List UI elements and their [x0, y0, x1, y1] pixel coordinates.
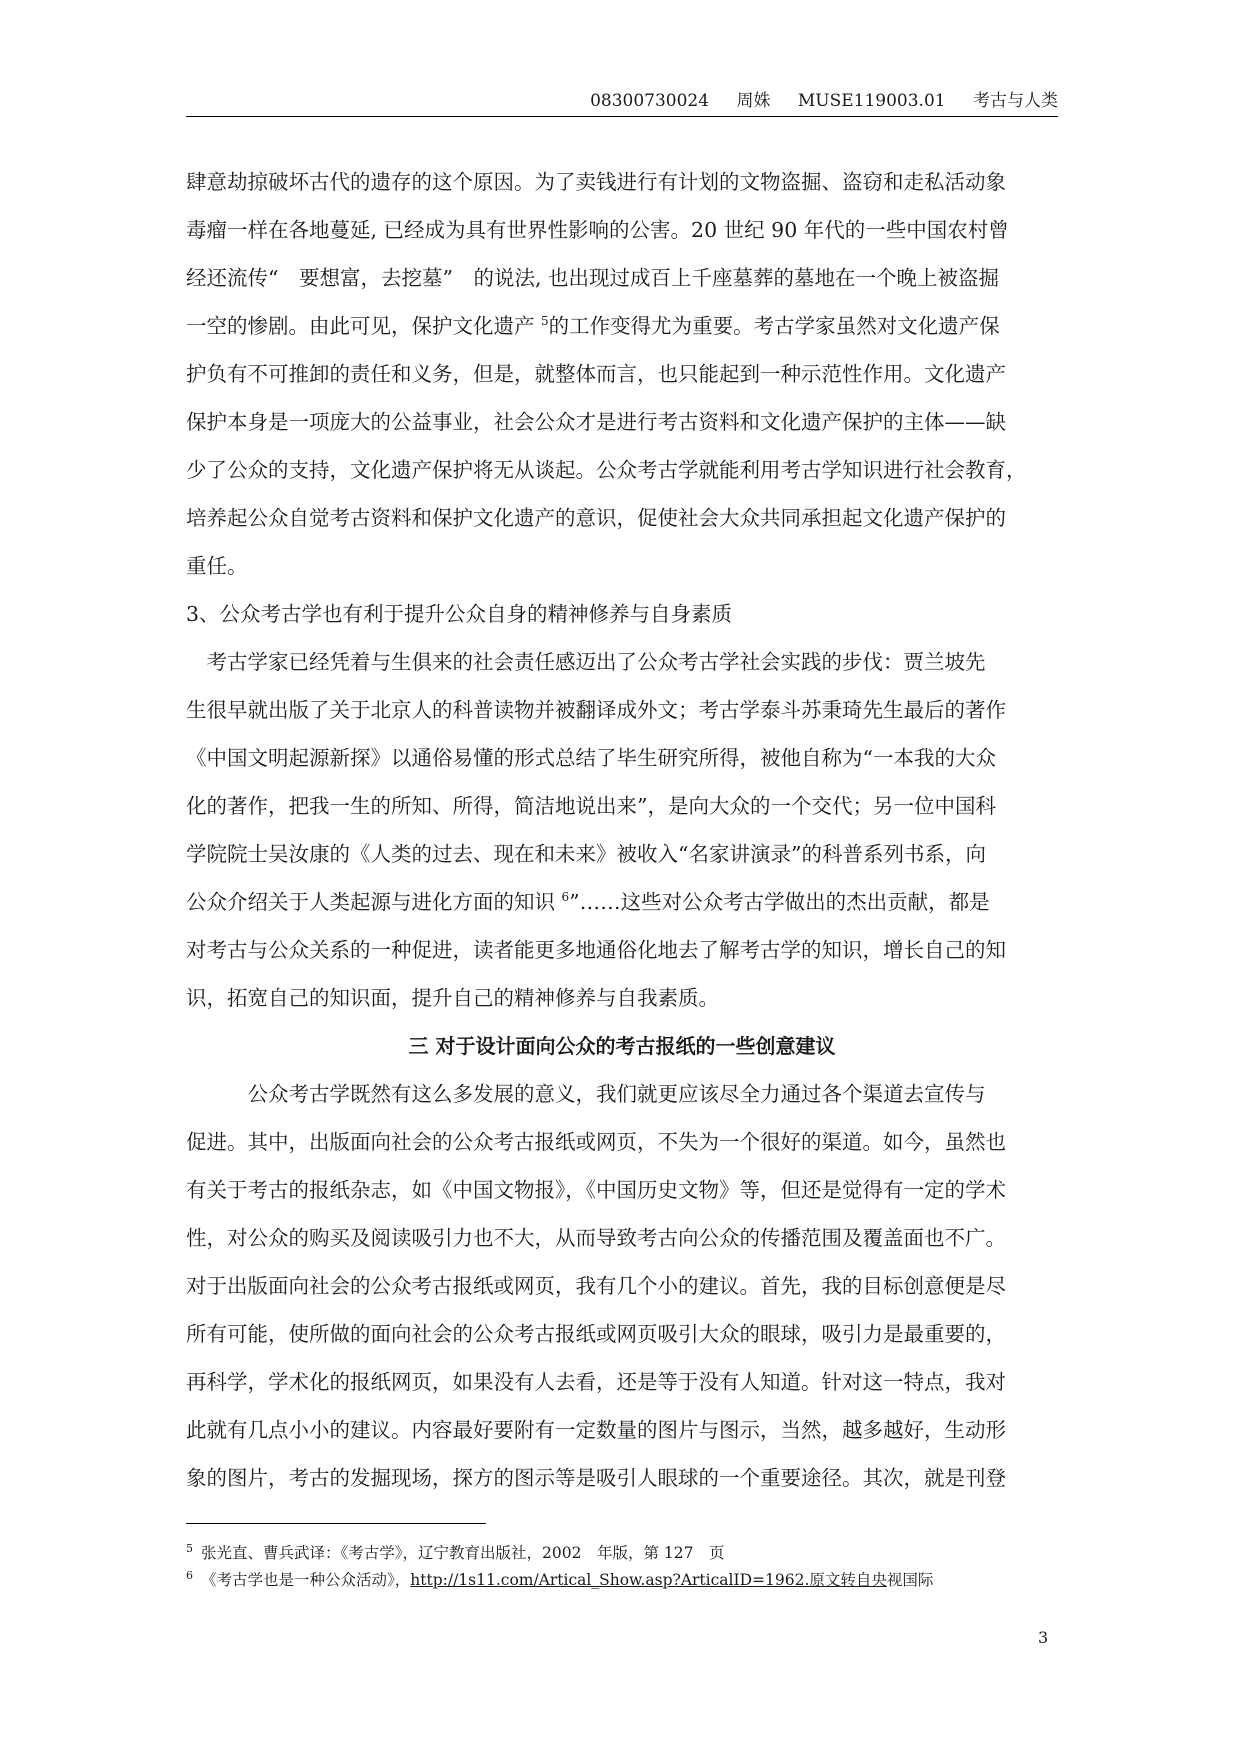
- footnote-text: 张光直、曹兵武译：《考古学》，辽宁教育出版社，2002 年版，第 127 页: [201, 1544, 725, 1562]
- text-line: 培养起公众自觉考古资料和保护文化遗产的意识，促使社会大众共同承担起文化遗产保护的: [186, 506, 1006, 530]
- footnote-ref-5[interactable]: 5: [541, 314, 549, 329]
- section-heading: 三 对于设计面向公众的考古报纸的一些创意建议: [408, 1034, 836, 1058]
- text-line: 识，拓宽自己的知识面，提升自己的精神修养与自我素质。: [186, 986, 719, 1010]
- header-name: 周姝: [736, 91, 771, 111]
- text-line: 所有可能，使所做的面向社会的公众考古报纸或网页吸引大众的眼球，吸引力是最重要的，: [186, 1322, 1006, 1346]
- text-line: 促进。其中，出版面向社会的公众考古报纸或网页，不失为一个很好的渠道。如今，虽然也: [186, 1130, 1006, 1154]
- footnote-link[interactable]: http://1s11.com/Artical_Show.asp?ArticalID=1962.原文转自央: [410, 1571, 887, 1589]
- text-line: 经还流传“ 要想富，去挖墓” 的说法, 也出现过成百上千座墓葬的墓地在一个晚上被盗掘: [186, 266, 999, 290]
- footnote-number: 5: [186, 1541, 193, 1555]
- text-line: [186, 878, 1058, 926]
- text-line: 性，对公众的购买及阅读吸引力也不大，从而导致考古向公众的传播范围及覆盖面也不广。: [186, 1226, 1006, 1250]
- text-line: 生很早就出版了关于北京人的科普读物并被翻译成外文；考古学泰斗苏秉琦先生最后的著作: [186, 698, 1006, 722]
- text-span: 的工作变得尤为重要。考古学家虽然对文化遗产保: [548, 314, 1000, 338]
- body-text: [186, 158, 1058, 1502]
- header-rule: [186, 116, 1058, 117]
- text-line: 对考古与公众关系的一种促进，读者能更多地通俗化地去了解考古学的知识，增长自己的知: [186, 938, 1006, 962]
- footnote-rule: [186, 1523, 486, 1524]
- footnote-number: 6: [186, 1568, 193, 1582]
- header-student-id: 08300730024: [590, 91, 710, 111]
- text-line: 有关于考古的报纸杂志，如《中国文物报》，《中国历史文物》等，但还是觉得有一定的学术: [186, 1178, 1006, 1202]
- text-line: 再科学，学术化的报纸网页，如果没有人去看，还是等于没有人知道。针对这一特点，我对: [186, 1370, 1006, 1394]
- text-line: 重任。: [186, 554, 248, 578]
- text-line: [186, 302, 1058, 350]
- text-line: 公众考古学既然有这么多发展的意义，我们就更应该尽全力通过各个渠道去宣传与: [186, 1082, 986, 1106]
- text-line: 化的著作，把我一生的所知、所得，简洁地说出来”，是向大众的一个交代；另一位中国科: [186, 794, 996, 818]
- text-line: 护负有不可推卸的责任和义务，但是，就整体而言，也只能起到一种示范性作用。文化遗产: [186, 362, 1006, 386]
- text-line: 此就有几点小小的建议。内容最好要附有一定数量的图片与图示，当然，越多越好，生动形: [186, 1418, 1006, 1442]
- footnote-text: 《考古学也是一种公众活动》，: [201, 1571, 411, 1589]
- footnote-ref-6[interactable]: 6: [561, 890, 570, 905]
- text-line: 毒瘤一样在各地蔓延, 已经成为具有世界性影响的公害。20 世纪 90 年代的一些中国农村曾: [186, 218, 1009, 242]
- footnote-text: 视国际: [886, 1571, 934, 1589]
- text-line: 对于出版面向社会的公众考古报纸或网页，我有几个小的建议。首先，我的目标创意便是尽: [186, 1274, 1006, 1298]
- footnotes: [186, 1540, 1086, 1594]
- footnote-5: [186, 1540, 1086, 1567]
- text-line: 《中国文明起源新探》以通俗易懂的形式总结了毕生研究所得，被他自称为“一本我的大众: [186, 746, 996, 770]
- text-span: 一空的惨剧。由此可见，保护文化遗产: [186, 314, 542, 338]
- text-span: 公众介绍关于人类起源与进化方面的知识: [186, 890, 562, 914]
- text-line: 学院院士吴汝康的《人类的过去、现在和未来》被收入“名家讲演录”的科普系列书系，向: [186, 842, 986, 866]
- footnote-6: [186, 1567, 1086, 1594]
- page-number: 3: [1038, 1628, 1049, 1647]
- header-course-code: MUSE119003.01: [797, 91, 946, 111]
- text-line: 肆意劫掠破坏古代的遗存的这个原因。为了卖钱进行有计划的文物盗掘、盗窃和走私活动象: [186, 170, 1006, 194]
- text-line: 保护本身是一项庞大的公益事业，社会公众才是进行考古资料和文化遗产保护的主体——缺: [186, 410, 1006, 434]
- text-span: ”……这些对公众考古学做出的杰出贡献，都是: [569, 890, 990, 914]
- section-title: 3、公众考古学也有利于提升公众自身的精神修养与自身素质: [186, 602, 733, 626]
- text-line: 考古学家已经凭着与生俱来的社会责任感迈出了公众考古学社会实践的步伐：贾兰坡先: [186, 650, 986, 674]
- header-course-name: 考古与人类: [973, 91, 1058, 111]
- running-header: [186, 86, 1058, 116]
- text-line: 少了公众的支持，文化遗产保护将无从谈起。公众考古学就能利用考古学知识进行社会教育，: [186, 458, 1027, 482]
- text-line: 象的图片，考古的发掘现场，探方的图示等是吸引人眼球的一个重要途径。其次，就是刊登: [186, 1466, 1006, 1490]
